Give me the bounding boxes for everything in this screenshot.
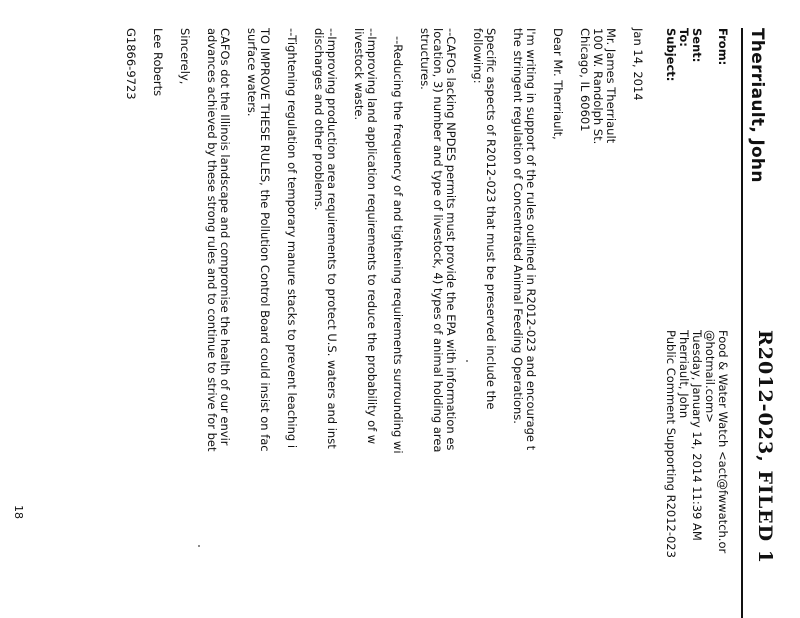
bullet-5-line-1: --Tightening regulation of temporary manure stacks to prevent leaching i: [285, 28, 299, 449]
to-value: Therriault, John: [677, 330, 691, 419]
cafos-line-2: advances achieved by these strong rules and to continue to strive for bet: [205, 28, 219, 452]
specific-line-2: following:: [471, 28, 485, 84]
address-line-2: 100 W. Randolph St.: [591, 28, 605, 145]
bullet-1-line-3: structures.: [418, 28, 432, 90]
filing-stamp: R2012-023, FILED 1: [754, 330, 776, 564]
sender-name-heading: Therriault, John: [747, 28, 767, 183]
improve-line-2: surface waters.: [245, 28, 259, 117]
bullet-3-line-2: livestock waste.: [352, 28, 366, 121]
subject-value: Public Comment Supporting R2012-023: [664, 330, 678, 558]
cafos-line-1: CAFOs dot the Illinois landscape and compromise the health of our envir: [218, 28, 232, 446]
bullet-4-line-1: --Improving production area requirements to protect U.S. waters and inst: [325, 28, 339, 449]
bullet-2-line-1: --Reducing the frequency of and tightening requirements surrounding wi: [391, 36, 405, 454]
from-label: From:: [716, 28, 730, 66]
bullet-3-line-1: --Improving land application requirements to reduce the probability of w: [365, 28, 379, 445]
subject-label: Subject:: [664, 28, 678, 82]
bullet-1-line-2: location, 3) number and type of livestock, 4) types of animal holding area: [431, 28, 445, 453]
page-number: 18: [12, 505, 25, 519]
to-label: To:: [677, 28, 691, 47]
sent-label: Sent:: [690, 28, 704, 63]
scan-speck: [198, 545, 200, 547]
address-line-1: Mr. James Therriault: [604, 28, 618, 144]
scan-speck: [466, 360, 468, 362]
letter-date: Jan 14, 2014: [631, 28, 645, 101]
bullet-4-line-2: discharges and other problems.: [312, 28, 326, 211]
salutation: Dear Mr. Therriault,: [551, 28, 565, 140]
intro-line-1: I'm writing in support of the rules outlined in R2012-023 and encourage t: [524, 28, 538, 451]
intro-line-2: the stringent regulation of Concentrated Animal Feeding Operations.: [511, 28, 525, 424]
closing: Sincerely,: [178, 28, 192, 85]
header-rule: [741, 28, 743, 618]
specific-line-1: Specific aspects of R2012-023 that must be preserved include the: [484, 28, 498, 410]
sent-value: Tuesday, January 14, 2014 11:39 AM: [690, 330, 704, 541]
bullet-1-line-1: --CAFOs lacking NPDES permits must provide the EPA with information es: [444, 28, 458, 451]
reference-code: G1866-9723: [124, 28, 138, 100]
improve-line-1: TO IMPROVE THESE RULES, the Pollution Control Board could insist on fac: [258, 28, 272, 452]
from-value-cont: @hotmail.com>: [703, 330, 717, 423]
from-value: Food & Water Watch <act@fwwatch.or: [716, 330, 730, 554]
signer-name: Lee Roberts: [151, 28, 165, 97]
address-line-3: Chicago, IL 60601: [578, 28, 592, 132]
